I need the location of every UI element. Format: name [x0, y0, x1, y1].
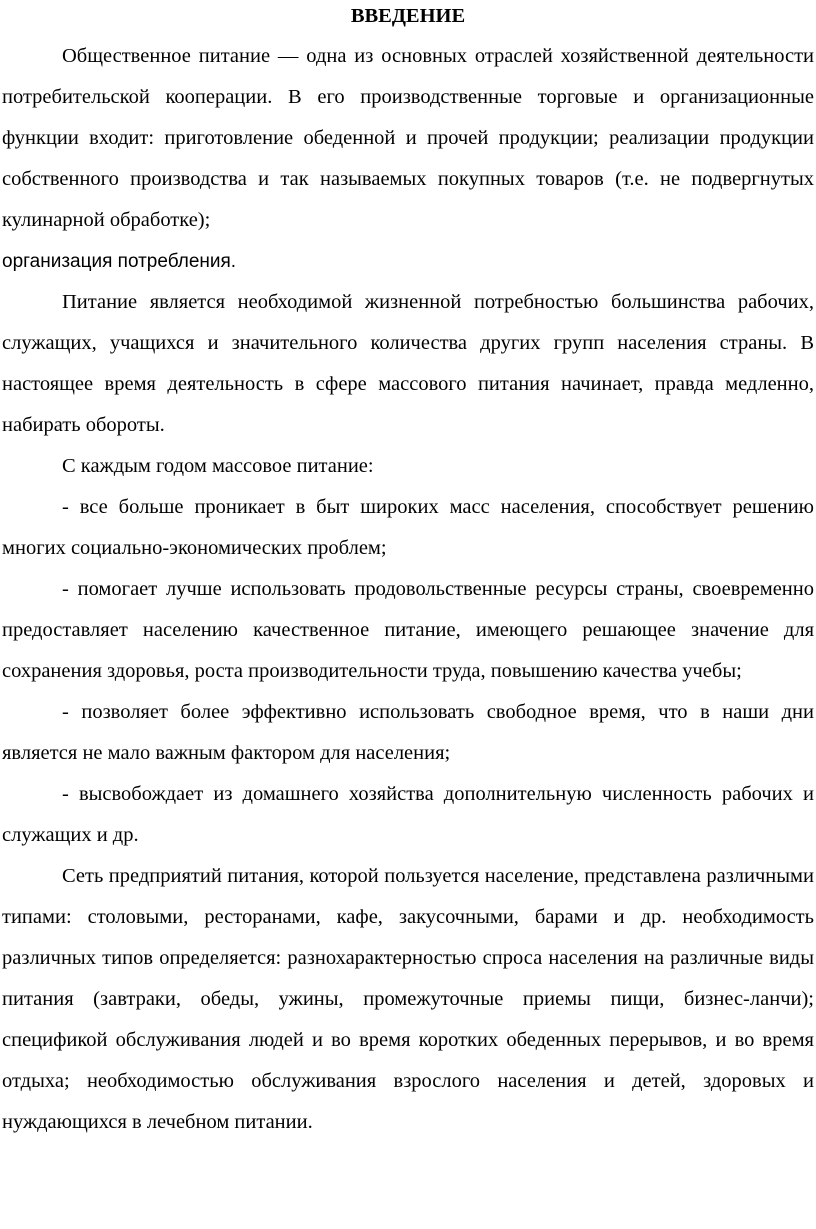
document-title: ВВЕДЕНИЕ: [350, 5, 466, 27]
paragraph-nutrition-need: Питание является необходимой жизненной потребностью большинства рабочих, служащих, учащихся и значительного количества других групп населения страны. В настоящее время деятельность в сфере массового питания начинает, правда медленно, набирать обороты.: [2, 291, 814, 436]
paragraph-intro: Общественное питание — одна из основных отраслей хозяйственной деятельности потребительской кооперации. В его производственные торговые и организационные функции входит: приготовление обеденной и прочей продукции; реализации продукции собственного производства и так называемых покупных товаров (т.е. не подвергнутых кулинарной обработке);: [2, 45, 814, 231]
paragraph-network-types: Сеть предприятий питания, которой пользуется население, представлена различными типами: столовыми, ресторанами, кафе, закусочными, барами и др. необходимость различных типов определяется: разнохарактерностью спроса населения на различные виды питания (завтраки, обеды, ужины, промежуточные приемы пищи, бизнес-ланчи); спецификой обслуживания людей и во время коротких обеденных перерывов, и во время отдыха; необходимостью обслуживания взрослого населения и детей, здоровых и нуждающихся в лечебном питании.: [2, 865, 814, 1133]
list-item-resources: - помогает лучше использовать продовольственные ресурсы страны, своевременно предоставляет населению качественное питание, имеющего решающее значение для сохранения здоровья, роста производительности труда, повышению качества учебы;: [2, 578, 814, 682]
list-item-releases-labor: - высвобождает из домашнего хозяйства дополнительную численность рабочих и служащих и др.: [2, 783, 814, 846]
paragraph-consumption: организация потребления.: [2, 251, 237, 272]
list-item-penetrates: - все больше проникает в быт широких масс населения, способствует решению многих социально-экономических проблем;: [2, 496, 814, 559]
list-item-free-time: - позволяет более эффективно использовать свободное время, что в наши дни является не мало важным фактором для населения;: [2, 701, 814, 764]
paragraph-list-intro: С каждым годом массовое питание:: [62, 455, 374, 477]
